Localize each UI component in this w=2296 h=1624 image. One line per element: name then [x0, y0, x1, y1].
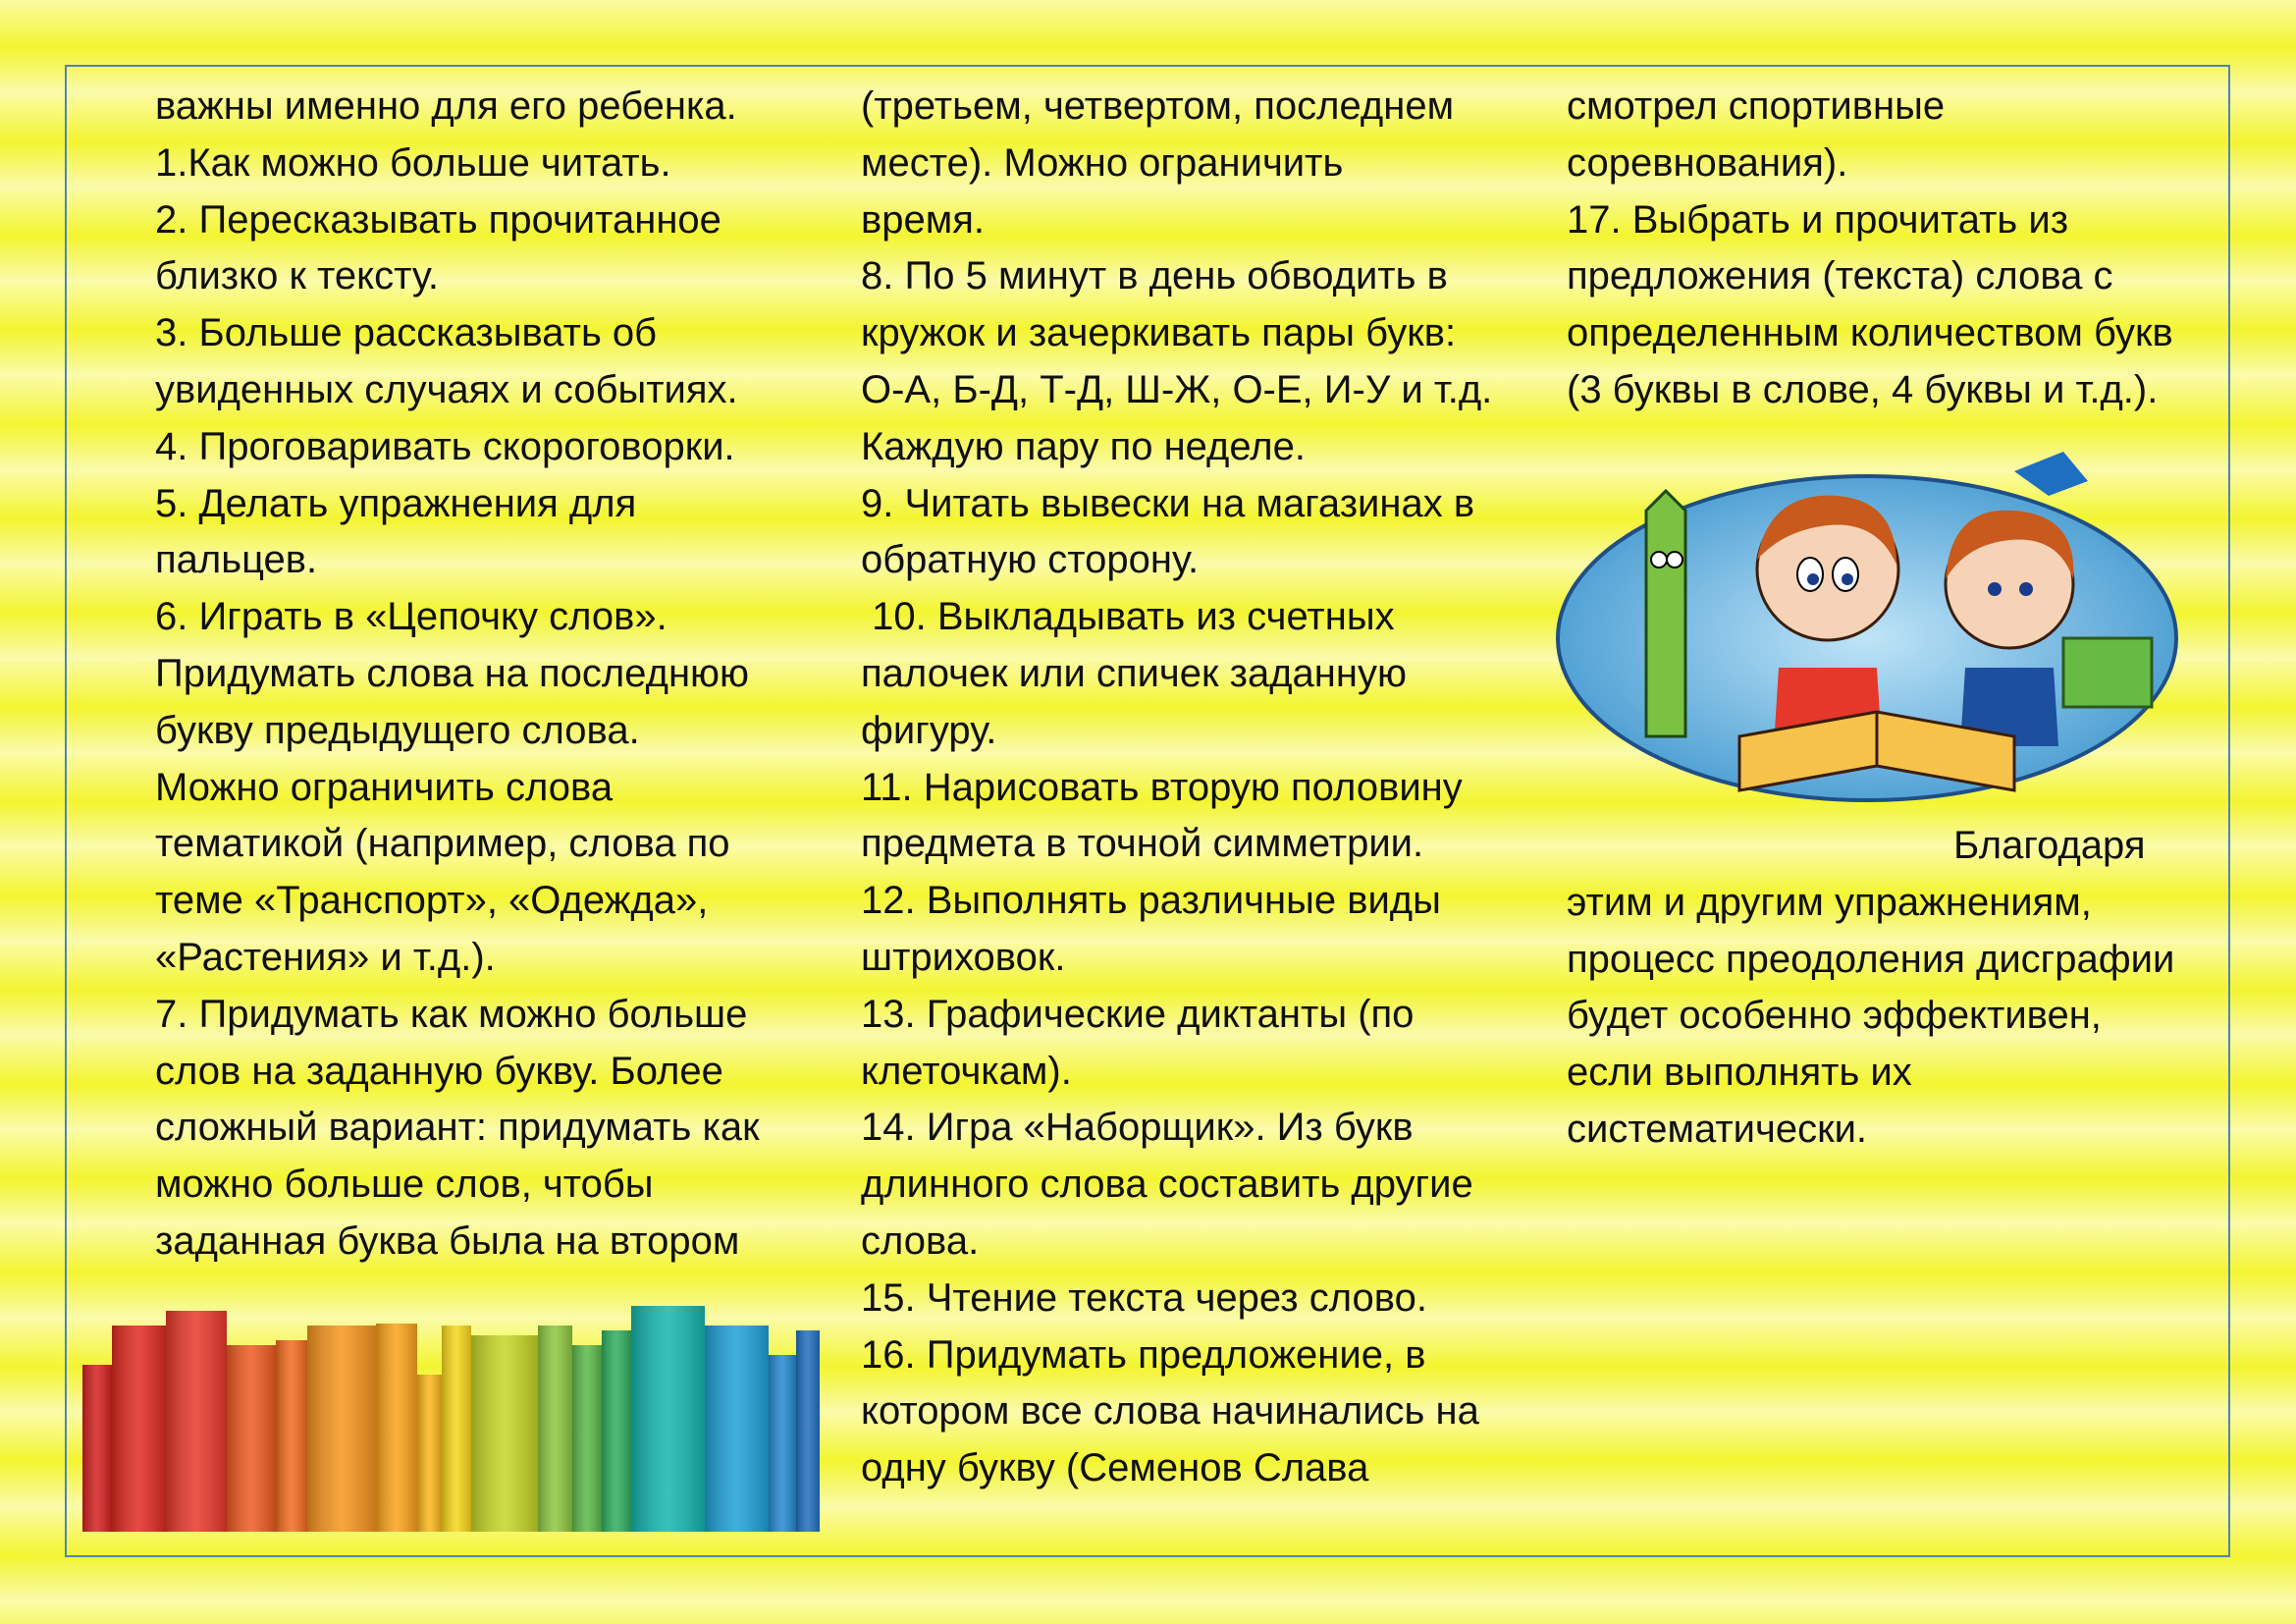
text-line: время. [861, 197, 986, 242]
text-line: Каждую пару по неделе. [861, 424, 1307, 468]
text-line: предмета в точной симметрии. [861, 822, 1424, 866]
text-line: этим и другим упражнениям, [1567, 880, 2092, 924]
text-column-2 [861, 79, 1548, 1497]
text-line: Придумать слова на последнюю [155, 651, 750, 695]
text-line: обратную сторону. [861, 538, 1200, 582]
text-line: Благодаря [1953, 824, 2146, 867]
text-line: 2. Пересказывать прочитанное [155, 197, 721, 242]
children-reading-image [1553, 452, 2181, 825]
text-line: близко к тексту. [155, 254, 440, 298]
rainbow-books-image [80, 1286, 821, 1538]
text-line: теме «Транспорт», «Одежда», [155, 879, 709, 923]
text-line: 4. Проговаривать скороговорки. [155, 424, 735, 468]
text-line: длинного слова составить другие [861, 1163, 1473, 1207]
text-line: фигуру. [861, 708, 997, 752]
text-line: процесс преодоления дисграфии [1567, 937, 2175, 981]
text-line: сложный вариант: придумать как [155, 1106, 760, 1150]
text-column-3 [1567, 79, 2254, 419]
text-line: клеточкам). [861, 1049, 1072, 1093]
text-line: 9. Читать вывески на магазинах в [861, 481, 1475, 525]
text-line: важны именно для его ребенка. [155, 84, 737, 128]
text-line: (третьем, четвертом, последнем [861, 84, 1455, 128]
text-line: 3. Больше рассказывать об [155, 311, 658, 355]
text-line: 11. Нарисовать вторую половину [861, 765, 1463, 809]
text-line: 7. Придумать как можно больше [155, 992, 748, 1036]
text-line: 10. Выкладывать из счетных [861, 595, 1395, 639]
text-line: тематикой (например, слова по [155, 822, 730, 866]
text-line: 16. Придумать предложение, в [861, 1332, 1426, 1377]
text-line: пальцев. [155, 538, 318, 582]
text-line: (3 буквы в слове, 4 буквы и т.д.). [1567, 367, 2159, 411]
text-line: Можно ограничить слова [155, 765, 614, 809]
text-line: 5. Делать упражнения для [155, 481, 637, 525]
text-line: одну букву (Семенов Слава [861, 1446, 1369, 1490]
text-line: если выполнять их [1567, 1051, 1912, 1095]
text-line: слов на заданную букву. Более [155, 1049, 723, 1093]
text-line: палочек или спичек заданную [861, 651, 1407, 695]
text-line: кружок и зачеркивать пары букв: [861, 311, 1457, 355]
text-line: соревнования). [1567, 140, 1848, 185]
text-line: 14. Игра «Наборщик». Из букв [861, 1106, 1414, 1150]
text-line: 8. По 5 минут в день обводить в [861, 254, 1448, 298]
text-line: месте). Можно ограничить [861, 140, 1344, 185]
text-line: 6. Играть в «Цепочку слов». [155, 595, 667, 639]
text-line: 17. Выбрать и прочитать из [1567, 197, 2069, 242]
text-line: О-А, Б-Д, Т-Д, Ш-Ж, О-Е, И-У и т.д. [861, 367, 1493, 411]
text-line: определенным количеством букв [1567, 311, 2173, 355]
closing-paragraph [1567, 818, 2254, 1159]
text-line: заданная буква была на втором [155, 1218, 740, 1263]
text-line: 13. Графические диктанты (по [861, 992, 1415, 1036]
text-line: «Растения» и т.д.). [155, 935, 496, 979]
text-line: 12. Выполнять различные виды [861, 879, 1441, 923]
text-column-1 [155, 79, 832, 1271]
text-line: штриховок. [861, 935, 1066, 979]
text-line: увиденных случаях и событиях. [155, 367, 738, 411]
text-line: можно больше слов, чтобы [155, 1163, 654, 1207]
text-line: 1.Как можно больше читать. [155, 140, 671, 185]
text-line: систематически. [1567, 1107, 1868, 1151]
text-line: букву предыдущего слова. [155, 708, 640, 752]
text-line: смотрел спортивные [1567, 84, 1946, 128]
text-line: 15. Чтение текста через слово. [861, 1275, 1427, 1320]
text-line: котором все слова начинались на [861, 1389, 1479, 1434]
text-line: слова. [861, 1218, 980, 1263]
text-line: предложения (текста) слова с [1567, 254, 2113, 298]
text-line: будет особенно эффективен, [1567, 994, 2102, 1038]
